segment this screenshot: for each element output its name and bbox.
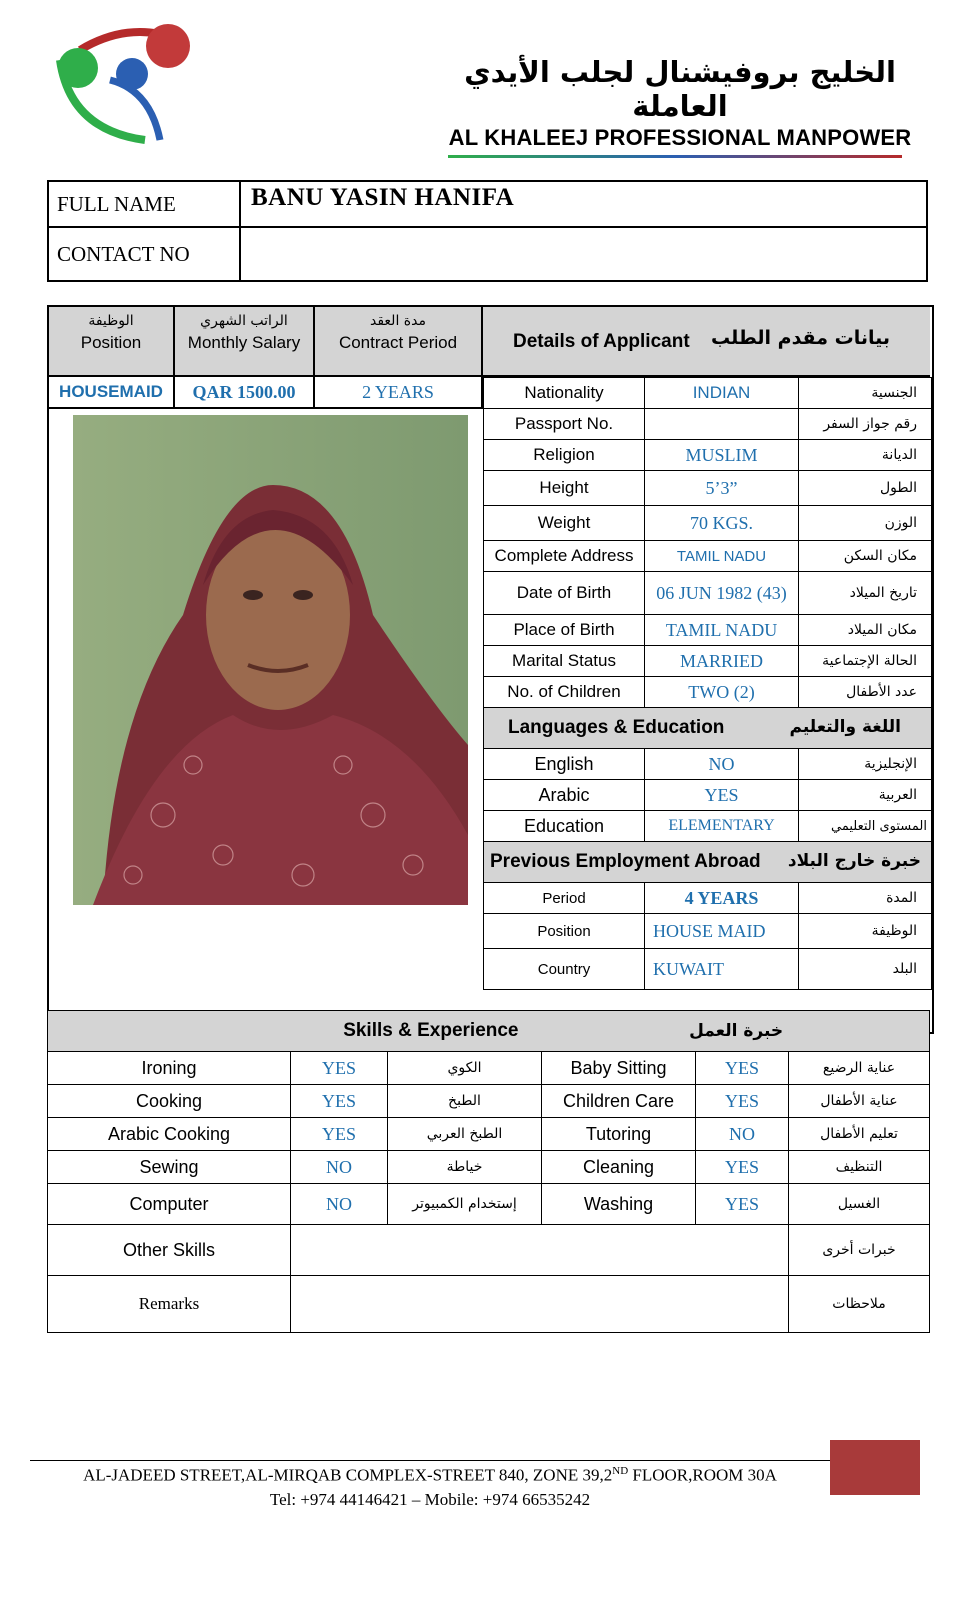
employment-value: HOUSE MAID xyxy=(645,914,799,949)
skill-value: YES xyxy=(291,1085,388,1118)
remarks-label: Remarks xyxy=(48,1276,291,1333)
language-label: Education xyxy=(484,811,645,842)
skill-label: Arabic Cooking xyxy=(48,1118,291,1151)
company-logo xyxy=(50,20,200,150)
detail-row xyxy=(484,471,932,506)
employment-value: KUWAIT xyxy=(645,949,799,990)
remarks-row xyxy=(48,1276,930,1333)
other-skills-label-ar: خبرات أخرى xyxy=(789,1225,930,1276)
contract-header xyxy=(315,307,483,377)
contact-label: CONTACT NO xyxy=(48,227,240,281)
detail-row xyxy=(484,506,932,541)
skill-label: Ironing xyxy=(48,1052,291,1085)
detail-label-ar: الطول xyxy=(799,471,932,506)
skill-label-ar: تعليم الأطفال xyxy=(789,1118,930,1151)
skill-row xyxy=(48,1151,930,1184)
employment-header xyxy=(484,842,932,883)
skill-label-ar: عناية الأطفال xyxy=(789,1085,930,1118)
contract-header-ar: مدة العقد xyxy=(370,313,426,329)
skills-header xyxy=(48,1011,930,1052)
skill-value: NO xyxy=(696,1118,789,1151)
detail-label: Date of Birth xyxy=(484,572,645,615)
skill-row xyxy=(48,1118,930,1151)
languages-header-ar: اللغة والتعليم xyxy=(789,717,901,737)
skill-label-ar: الكوي xyxy=(388,1052,542,1085)
skill-label: Sewing xyxy=(48,1151,291,1184)
remarks-label-ar: ملاحظات xyxy=(789,1276,930,1333)
skill-label: Cleaning xyxy=(542,1151,696,1184)
languages-header xyxy=(484,708,932,749)
detail-label-ar: الديانة xyxy=(799,440,932,471)
applicant-photo xyxy=(73,415,468,905)
detail-value: 70 KGS. xyxy=(645,506,799,541)
detail-row xyxy=(484,677,932,708)
language-label-ar: المستوى التعليمي xyxy=(799,811,932,842)
salary-header-ar: الراتب الشهري xyxy=(200,313,288,329)
position-value: HOUSEMAID xyxy=(49,377,175,409)
skill-label: Cooking xyxy=(48,1085,291,1118)
employment-header-ar: خبرة خارج البلاد xyxy=(787,851,921,871)
detail-label-ar: رقم جواز السفر xyxy=(799,409,932,440)
skill-value: NO xyxy=(291,1184,388,1225)
detail-label-ar: عدد الأطفال xyxy=(799,677,932,708)
skill-value: YES xyxy=(291,1118,388,1151)
skill-value: YES xyxy=(696,1184,789,1225)
skills-table xyxy=(47,1010,930,1333)
detail-value: INDIAN xyxy=(645,378,799,409)
skill-label: Washing xyxy=(542,1184,696,1225)
footer-address xyxy=(30,1465,830,1486)
detail-label-ar: الجنسية xyxy=(799,378,932,409)
skills-header-en: Skills & Experience xyxy=(343,1020,519,1041)
detail-value xyxy=(645,409,799,440)
skill-label-ar: الطبخ xyxy=(388,1085,542,1118)
detail-label-ar: مكان السكن xyxy=(799,541,932,572)
detail-row xyxy=(484,409,932,440)
details-table xyxy=(483,377,932,990)
skill-row xyxy=(48,1085,930,1118)
language-value: ELEMENTARY xyxy=(645,811,799,842)
contact-value xyxy=(240,227,927,281)
detail-value: MUSLIM xyxy=(645,440,799,471)
company-underline xyxy=(448,155,902,158)
detail-value: MARRIED xyxy=(645,646,799,677)
detail-value: TWO (2) xyxy=(645,677,799,708)
detail-row xyxy=(484,572,932,615)
detail-label: Religion xyxy=(484,440,645,471)
employment-label-ar: البلد xyxy=(799,949,932,990)
employment-label-ar: المدة xyxy=(799,883,932,914)
detail-row xyxy=(484,646,932,677)
salary-value: QAR 1500.00 xyxy=(175,377,315,409)
footer-address-tail: FLOOR,ROOM 30A xyxy=(628,1465,777,1485)
detail-label-ar: الوزن xyxy=(799,506,932,541)
detail-label: Height xyxy=(484,471,645,506)
footer xyxy=(30,1460,830,1510)
company-header xyxy=(440,55,920,158)
employment-label: Period xyxy=(484,883,645,914)
identity-table xyxy=(47,180,928,282)
employment-row xyxy=(484,949,932,990)
position-header xyxy=(49,307,175,377)
footer-address-main: AL-JADEED STREET,AL-MIRQAB COMPLEX-STREET 840, ZONE 39,2 xyxy=(83,1465,613,1485)
language-label-ar: العربية xyxy=(799,780,932,811)
detail-label: Nationality xyxy=(484,378,645,409)
skill-value: YES xyxy=(696,1052,789,1085)
skill-label-ar: الطبخ العربي xyxy=(388,1118,542,1151)
detail-row xyxy=(484,440,932,471)
detail-row xyxy=(484,378,932,409)
skill-value: YES xyxy=(291,1052,388,1085)
details-header-ar: بيانات مقدم الطلب xyxy=(711,327,890,349)
detail-label: Marital Status xyxy=(484,646,645,677)
applicant-details-block xyxy=(47,305,934,1034)
contract-value: 2 YEARS xyxy=(315,377,483,409)
company-name-english: AL KHALEEJ PROFESSIONAL MANPOWER xyxy=(448,125,912,150)
detail-row xyxy=(484,615,932,646)
skill-value: YES xyxy=(696,1085,789,1118)
employment-label: Country xyxy=(484,949,645,990)
skill-label: Children Care xyxy=(542,1085,696,1118)
footer-accent-box xyxy=(830,1440,920,1495)
detail-label-ar: مكان الميلاد xyxy=(799,615,932,646)
employment-value: 4 YEARS xyxy=(645,883,799,914)
detail-value: 06 JUN 1982 (43) xyxy=(645,572,799,615)
skill-label: Tutoring xyxy=(542,1118,696,1151)
employment-row xyxy=(484,914,932,949)
footer-phones: Tel: +974 44146421 – Mobile: +974 66535242 xyxy=(269,1489,591,1509)
language-row xyxy=(484,811,932,842)
details-header xyxy=(483,307,930,377)
company-name-arabic: الخليج بروفيشنال لجلب الأيدي العاملة xyxy=(464,55,896,123)
detail-label: Weight xyxy=(484,506,645,541)
contract-header-en: Contract Period xyxy=(338,333,458,352)
employment-row xyxy=(484,883,932,914)
language-label: Arabic xyxy=(484,780,645,811)
employment-label: Position xyxy=(484,914,645,949)
salary-header-en: Monthly Salary xyxy=(187,333,301,352)
skill-label-ar: خياطة xyxy=(388,1151,542,1184)
skill-row xyxy=(48,1052,930,1085)
detail-row xyxy=(484,541,932,572)
language-value: YES xyxy=(645,780,799,811)
skill-label-ar: إستخدام الكمبيوتر xyxy=(388,1184,542,1225)
language-row xyxy=(484,749,932,780)
languages-header-en: Languages & Education xyxy=(508,717,725,738)
full-name-label: FULL NAME xyxy=(48,181,240,227)
footer-address-sup: ND xyxy=(612,1465,629,1477)
position-header-en: Position xyxy=(80,333,142,352)
language-label: English xyxy=(484,749,645,780)
remarks-value xyxy=(291,1276,789,1333)
skill-value: NO xyxy=(291,1151,388,1184)
other-skills-label: Other Skills xyxy=(48,1225,291,1276)
detail-label: Passport No. xyxy=(484,409,645,440)
employment-header-en: Previous Employment Abroad xyxy=(490,851,761,872)
detail-label: Place of Birth xyxy=(484,615,645,646)
salary-header xyxy=(175,307,315,377)
skill-label: Computer xyxy=(48,1184,291,1225)
full-name-value: BANU YASIN HANIFA xyxy=(240,181,927,227)
other-skills-value xyxy=(291,1225,789,1276)
employment-label-ar: الوظيفة xyxy=(799,914,932,949)
skill-row xyxy=(48,1184,930,1225)
detail-value: 5’3” xyxy=(645,471,799,506)
language-row xyxy=(484,780,932,811)
detail-label-ar: الحالة الإجتماعية xyxy=(799,646,932,677)
skills-header-ar: خبرة العمل xyxy=(689,1021,784,1041)
skill-value: YES xyxy=(696,1151,789,1184)
detail-label: No. of Children xyxy=(484,677,645,708)
detail-value: TAMIL NADU xyxy=(645,615,799,646)
detail-value: TAMIL NADU xyxy=(645,541,799,572)
position-header-ar: الوظيفة xyxy=(88,313,134,329)
other-skills-row xyxy=(48,1225,930,1276)
language-label-ar: الإنجليزية xyxy=(799,749,932,780)
details-header-en: Details of Applicant xyxy=(513,331,690,352)
language-value: NO xyxy=(645,749,799,780)
skill-label-ar: الغسيل xyxy=(789,1184,930,1225)
skill-label: Baby Sitting xyxy=(542,1052,696,1085)
skill-label-ar: التنظيف xyxy=(789,1151,930,1184)
detail-label: Complete Address xyxy=(484,541,645,572)
skill-label-ar: عناية الرضيع xyxy=(789,1052,930,1085)
detail-label-ar: تاريخ الميلاد xyxy=(799,572,932,615)
